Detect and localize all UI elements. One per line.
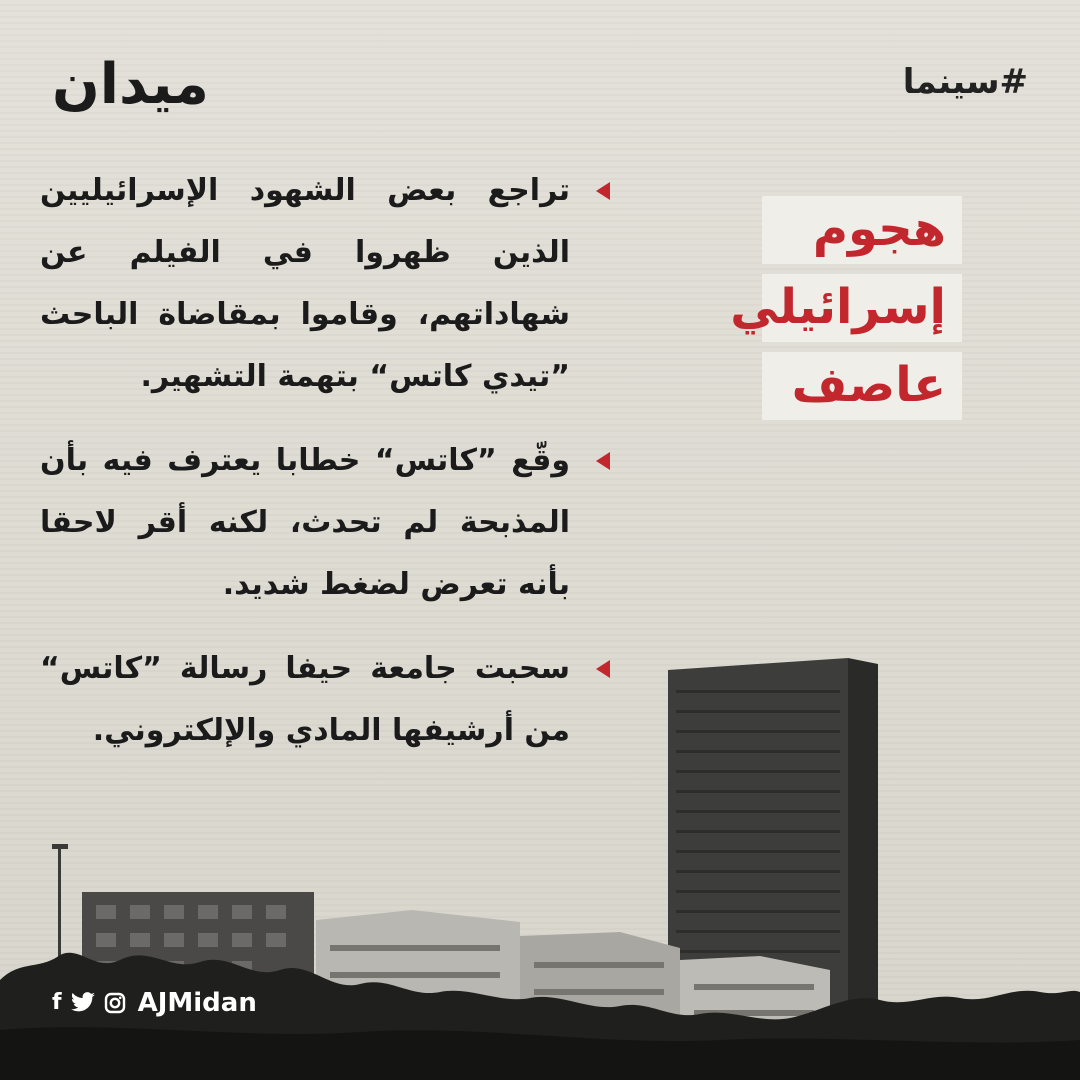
bullet-item <box>40 160 610 408</box>
headline-line-2: إسرائيلي <box>762 274 962 342</box>
headline-line-3: عاصف <box>762 352 962 420</box>
social-handle-row[interactable] <box>52 988 257 1018</box>
twitter-icon[interactable] <box>70 992 96 1014</box>
hashtag-label[interactable]: #سينما <box>902 62 1028 102</box>
midan-logo: ميدان <box>52 52 209 117</box>
bullet-item <box>40 430 610 616</box>
bullet-text: سحبت جامعة حيفا رسالة ”كاتس“ من أرشيفها المادي والإلكتروني. <box>40 651 570 748</box>
headline-line-1: هجوم <box>762 196 962 264</box>
headline <box>730 196 962 430</box>
facebook-icon[interactable]: f <box>52 990 62 1015</box>
social-handle-text[interactable]: AJMidan <box>137 988 257 1018</box>
bullet-text: وقّع ”كاتس“ خطابا يعترف فيه بأن المذبحة لم تحدث، لكنه أقر لاحقا بأنه تعرض لضغط شديد. <box>40 443 570 602</box>
bullet-text: تراجع بعض الشهود الإسرائيليين الذين ظهروا في الفيلم عن شهاداتهم، وقاموا بمقاضاة الباحث ”تيدي كاتس“ بتهمة التشهير. <box>40 173 570 394</box>
triangle-bullet-icon <box>596 452 610 470</box>
triangle-bullet-icon <box>596 182 610 200</box>
instagram-icon[interactable] <box>104 992 126 1014</box>
